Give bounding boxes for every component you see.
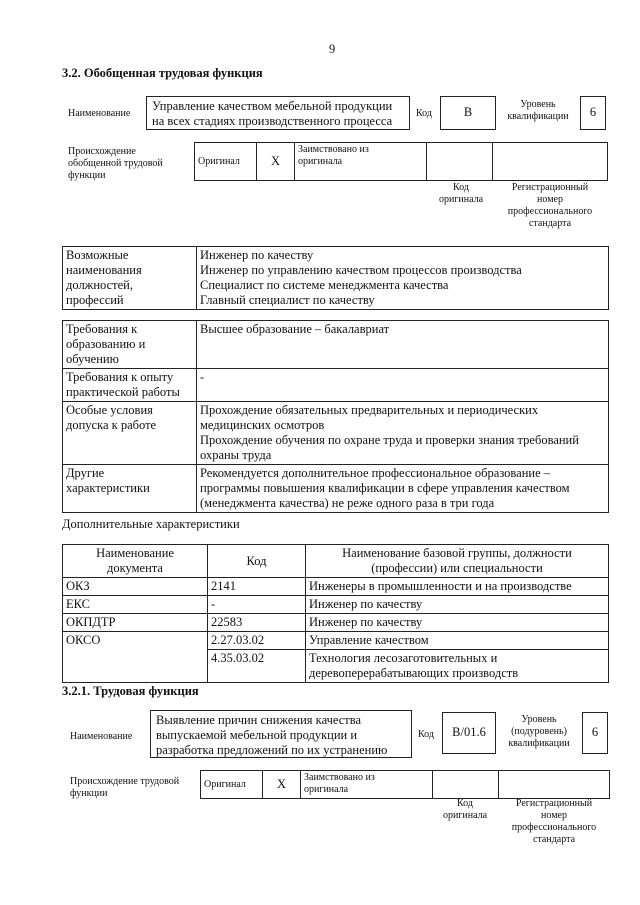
origin-table (194, 142, 608, 181)
req-experience-label (63, 369, 197, 402)
table-row (63, 614, 609, 632)
sub-reg-line3: профессионального (511, 822, 597, 833)
reg-line4: стандарта (528, 218, 572, 229)
origin-label-line2: обобщенной трудовой (68, 158, 163, 169)
function-code: B (440, 96, 496, 130)
req-value-line: Прохождение обязательных предварительных и периодических (200, 403, 539, 417)
req-value-line: Прохождение обучения по охране труда и проверки знания требований (200, 433, 579, 447)
additional-title: Дополнительные характеристики (62, 517, 240, 531)
section-title: 3.2. Обобщенная трудовая функция (62, 66, 263, 80)
row-doc: ОКЗ (63, 578, 208, 596)
reg-number-caption (494, 182, 606, 230)
sub-origin-line1: Происхождение трудовой (70, 776, 180, 787)
code-orig-line2: оригинала (438, 194, 484, 205)
header-doc-line1: Наименование (96, 546, 174, 560)
sub-level-label (502, 714, 576, 750)
row-code: - (208, 596, 306, 614)
reg-line1: Регистрационный (511, 182, 589, 193)
requirements-table (62, 320, 609, 513)
row-code: 22583 (208, 614, 306, 632)
positions-list (197, 247, 609, 310)
req-label-line: Требования к опыту (66, 370, 174, 384)
sub-function-name-box (150, 710, 412, 758)
sub-function-code: B/01.6 (442, 712, 496, 754)
sub-level-line3: квалификации (508, 738, 570, 749)
row-name: Инженер по качеству (306, 614, 609, 632)
additional-table (62, 544, 609, 683)
header-name-line2: (профессии) или специальности (371, 561, 543, 575)
row-doc: ОКСО (63, 632, 208, 683)
req-value-line: медицинских осмотров (200, 418, 325, 432)
req-value-line: Рекомендуется дополнительное профессиональное образование – (200, 466, 551, 480)
reg-line3: профессионального (507, 206, 593, 217)
req-value-line: - (200, 370, 205, 384)
req-education-label (63, 321, 197, 369)
origin-label (68, 146, 163, 182)
borrowed-label (295, 143, 427, 181)
name-label: Наименование (68, 108, 131, 119)
sub-origin-label (70, 776, 179, 800)
position-item: Инженер по качеству (200, 248, 314, 262)
positions-label-line2: наименования (66, 263, 142, 277)
sub-level-line1: Уровень (521, 714, 557, 725)
row-name: Инженеры в промышленности и на производстве (306, 578, 609, 596)
position-item: Специалист по системе менеджмента качества (200, 278, 449, 292)
original-mark: X (257, 143, 295, 181)
sub-origin-line2: функции (70, 788, 108, 799)
sub-name-label: Наименование (70, 731, 133, 742)
positions-table (62, 246, 609, 310)
req-value-line: программы повышения квалификации в сфере управления качеством (200, 481, 570, 495)
req-label-line: Требования к (66, 322, 138, 336)
req-label-line: Другие (66, 466, 105, 480)
origin-label-line1: Происхождение (68, 146, 136, 157)
sub-origin-table (200, 770, 610, 799)
positions-label-line1: Возможные (66, 248, 129, 262)
sub-reg-line2: номер (541, 810, 567, 821)
positions-label (63, 247, 197, 310)
row-name (306, 650, 609, 683)
row-doc: ЕКС (63, 596, 208, 614)
function-name-line1: Управление качеством мебельной продукции (152, 99, 393, 113)
req-label-line: практической работы (66, 385, 180, 399)
row-doc: ОКПДТР (63, 614, 208, 632)
subsection-title: 3.2.1. Трудовая функция (62, 684, 199, 698)
position-item: Главный специалист по качеству (200, 293, 375, 307)
sub-name-line3: разработка предложений по их устранению (156, 743, 388, 757)
req-admission-label (63, 402, 197, 465)
req-label-line: образованию и (66, 337, 146, 351)
function-name-box (146, 96, 410, 130)
sub-reg-number-caption (498, 798, 610, 846)
sub-borrowed-line1: Заимствовано из (304, 772, 375, 783)
req-experience-value (197, 369, 609, 402)
sub-reg-line1: Регистрационный (515, 798, 593, 809)
req-other-value (197, 465, 609, 513)
row-name: Инженер по качеству (306, 596, 609, 614)
req-label-line: обучению (66, 352, 119, 366)
req-education-value (197, 321, 609, 369)
level-label-line2: квалификации (507, 111, 569, 122)
table-row (63, 632, 609, 650)
code-original-cell (427, 143, 493, 181)
row-code: 2141 (208, 578, 306, 596)
sub-code-label: Код (418, 729, 434, 740)
row-code: 2.27.03.02 (208, 632, 306, 650)
sub-name-line2: выпускаемой мебельной продукции и (156, 728, 358, 742)
row-name-line: Технология лесозаготовительных и (309, 651, 498, 665)
sub-name-line1: Выявление причин снижения качества (156, 713, 362, 727)
code-label: Код (416, 108, 432, 119)
borrowed-line2: оригинала (298, 156, 343, 167)
sub-code-orig-line2: оригинала (442, 810, 488, 821)
sub-reg-number-cell (499, 771, 610, 799)
sub-code-orig-line1: Код (457, 798, 473, 809)
sub-code-original-cell (433, 771, 499, 799)
req-value-line: (менеджмента качества) не реже одного раза в три года (200, 496, 495, 510)
sub-borrowed-label (301, 771, 433, 799)
original-label: Оригинал (195, 143, 257, 181)
sub-level-value: 6 (582, 712, 608, 754)
sub-level-line2: (подуровень) (511, 726, 567, 737)
table-row (63, 578, 609, 596)
code-original-caption (428, 182, 494, 206)
row-name: Управление качеством (306, 632, 609, 650)
reg-number-cell (493, 143, 608, 181)
sub-reg-line4: стандарта (532, 834, 576, 845)
level-label (502, 99, 574, 123)
table-row (63, 596, 609, 614)
code-orig-line1: Код (453, 182, 469, 193)
req-label-line: Особые условия (66, 403, 153, 417)
positions-label-line4: профессий (66, 293, 124, 307)
req-value-line: Высшее образование – бакалавриат (200, 322, 390, 336)
header-code: Код (208, 545, 306, 578)
borrowed-line1: Заимствовано из (298, 144, 369, 155)
header-name-line1: Наименование базовой группы, должности (342, 546, 572, 560)
page-number: 9 (329, 42, 336, 56)
req-admission-value (197, 402, 609, 465)
sub-original-label: Оригинал (201, 771, 263, 799)
req-value-line: охраны труда (200, 448, 272, 462)
sub-original-mark: X (263, 771, 301, 799)
header-name (306, 545, 609, 578)
row-code: 4.35.03.02 (208, 650, 306, 683)
header-document (63, 545, 208, 578)
origin-label-line3: функции (68, 170, 106, 181)
req-other-label (63, 465, 197, 513)
positions-label-line3: должностей, (66, 278, 133, 292)
reg-line2: номер (537, 194, 563, 205)
level-value: 6 (580, 96, 606, 130)
position-item: Инженер по управлению качеством процессов производства (200, 263, 522, 277)
req-label-line: характеристики (66, 481, 150, 495)
function-name-line2: на всех стадиях производственного процесса (152, 114, 393, 128)
sub-borrowed-line2: оригинала (304, 784, 349, 795)
level-label-line1: Уровень (520, 99, 556, 110)
sub-code-original-caption (432, 798, 498, 822)
row-name-line: деревоперерабатывающих производств (309, 666, 519, 680)
req-label-line: допуска к работе (66, 418, 157, 432)
header-doc-line2: документа (107, 561, 163, 575)
